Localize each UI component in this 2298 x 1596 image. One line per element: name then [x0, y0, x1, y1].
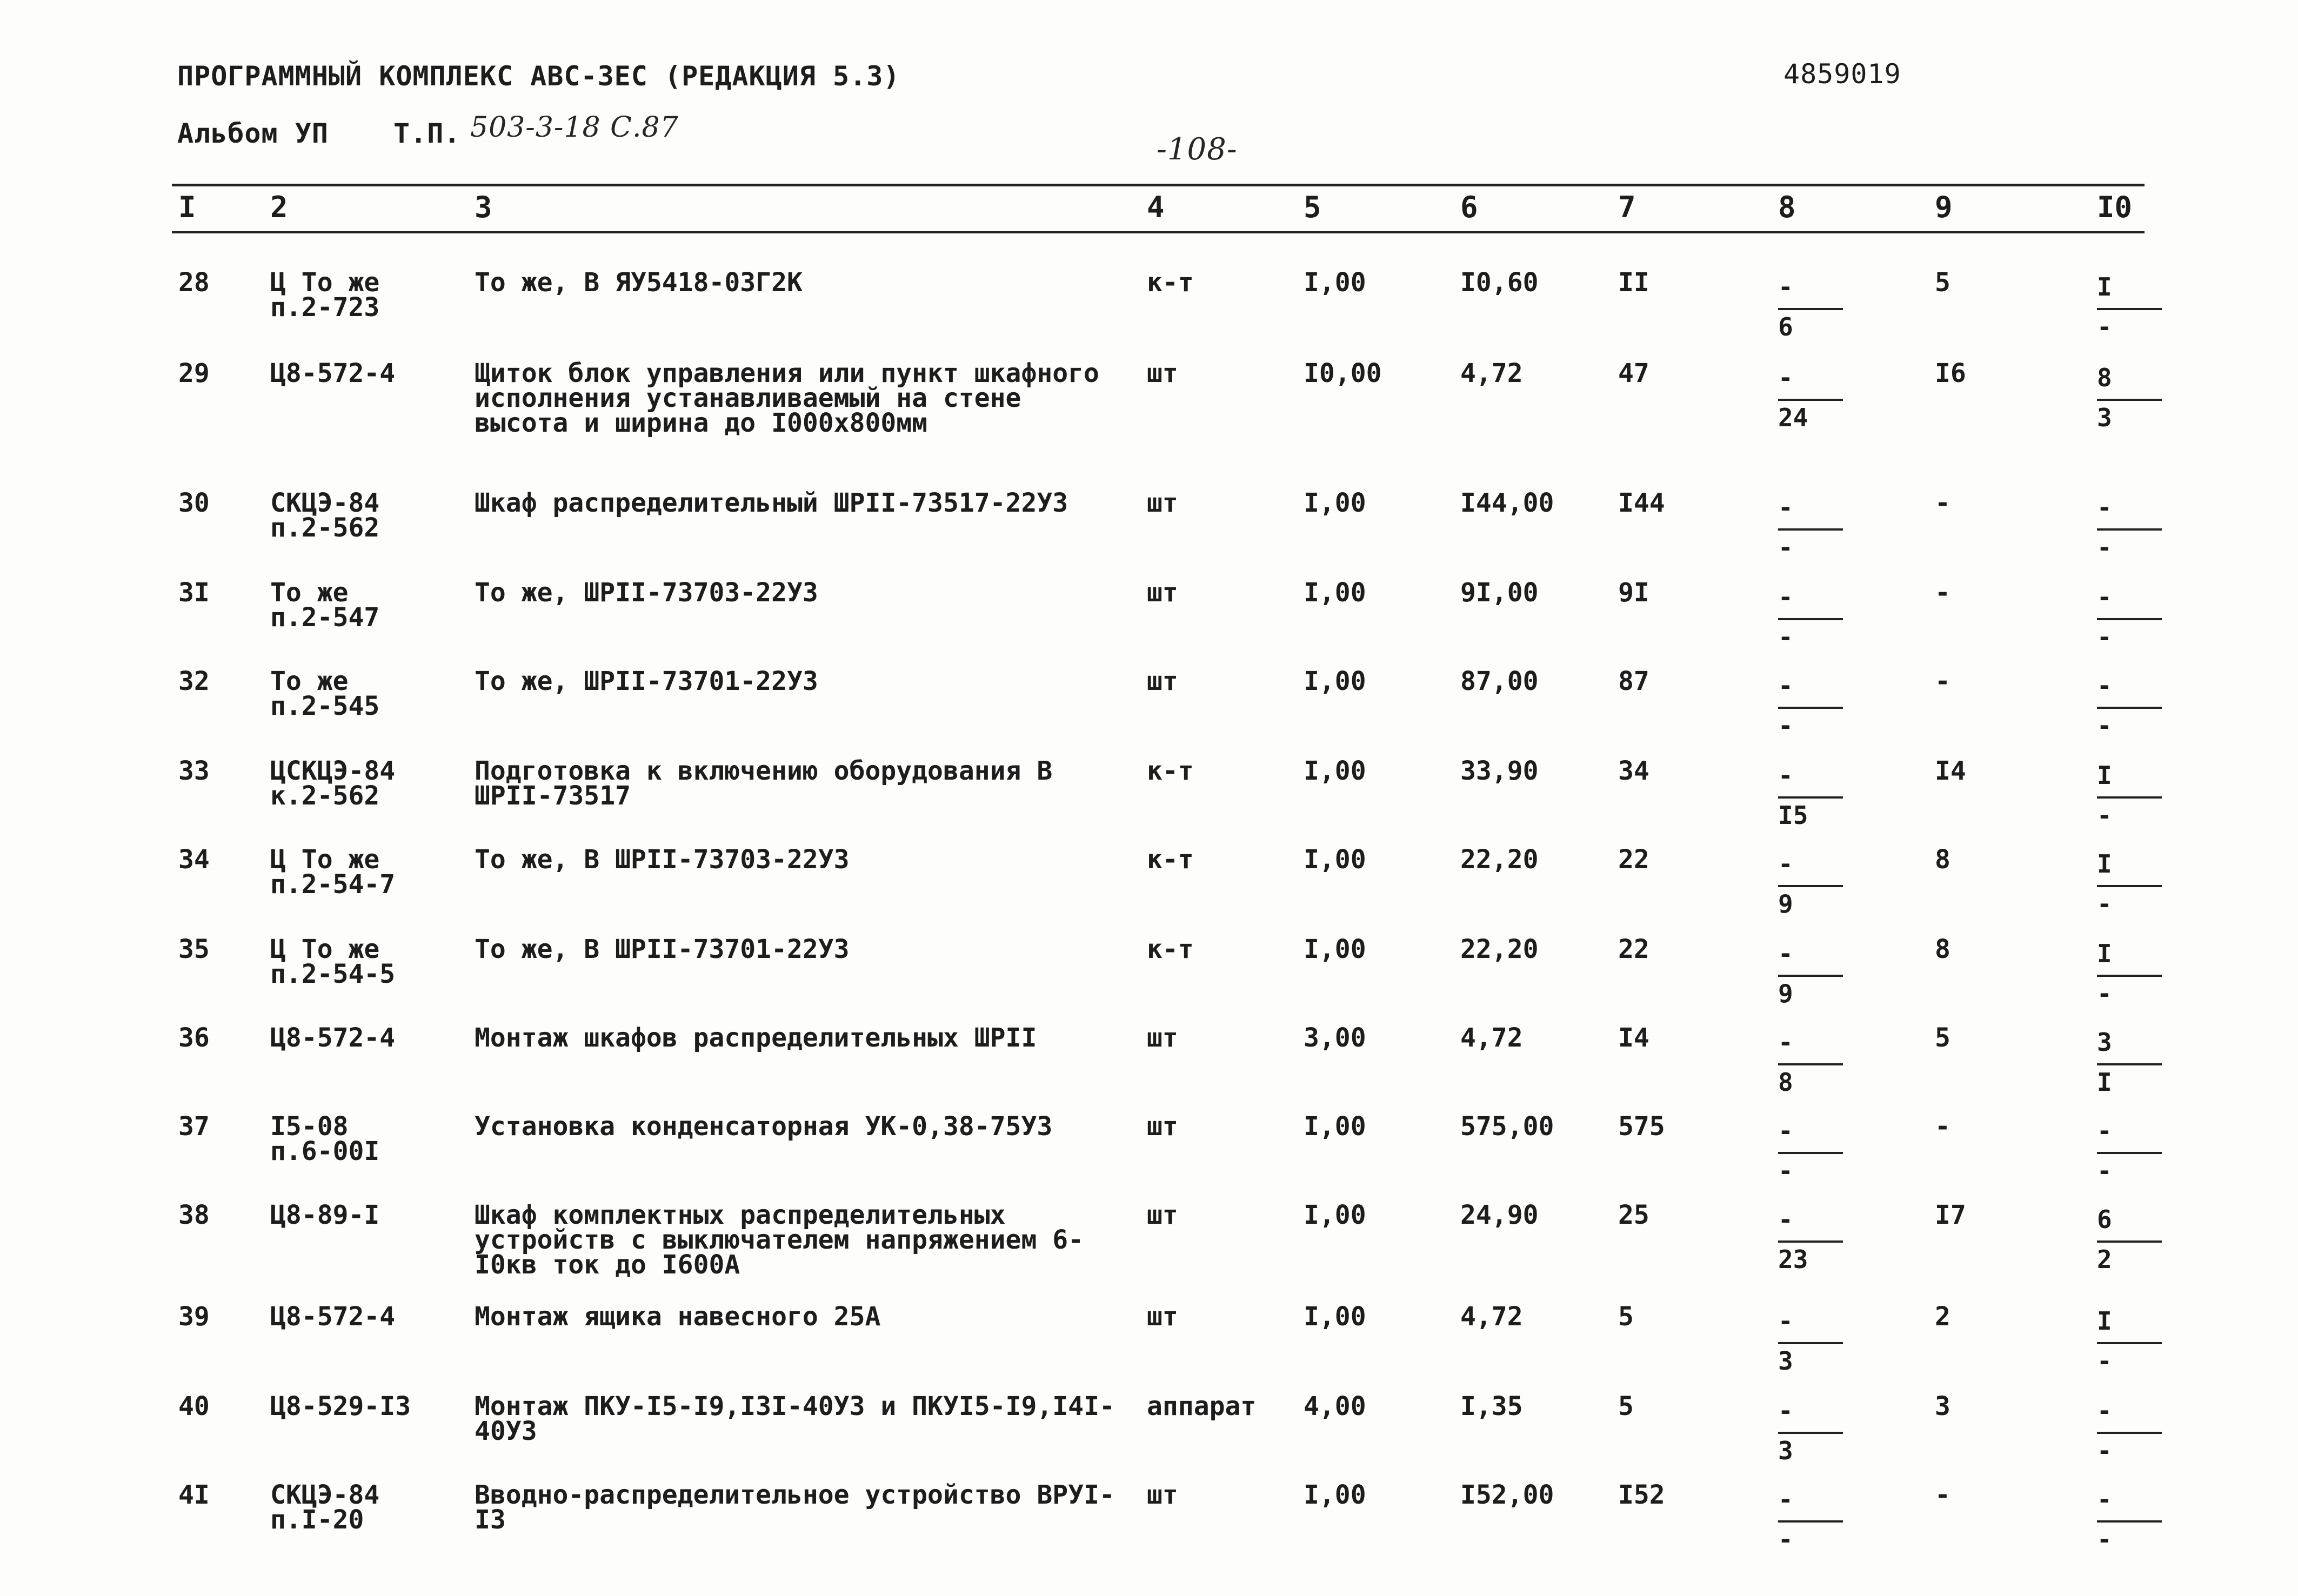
cell-c9: - — [1935, 1480, 1950, 1510]
cell-num: 33 — [178, 756, 210, 786]
fraction-bar — [2097, 1520, 2162, 1523]
cell-total: 47 — [1618, 358, 1649, 388]
cell-code: То же п.2-547 — [270, 578, 380, 633]
fraction-numerator: - — [1778, 1396, 1793, 1425]
cell-qty: I,00 — [1304, 666, 1366, 696]
column-header-3: 3 — [475, 190, 492, 224]
cell-price: I,35 — [1460, 1391, 1523, 1421]
cell-price: I0,60 — [1460, 267, 1539, 298]
cell-num: 37 — [178, 1111, 210, 1142]
cell-c9: - — [1935, 666, 1950, 696]
cell-name: То же, ШРII-73701-22У3 — [475, 666, 818, 696]
cell-price: 4,72 — [1460, 1302, 1523, 1332]
cell-c9: 3 — [1935, 1391, 1950, 1421]
fraction-denominator: 2 — [2097, 1245, 2112, 1274]
cell-name: Щиток блок управления или пункт шкафного исполнения устанавливаемый на стене высота и ширина до I000х800мм — [475, 358, 1115, 438]
fraction-bar — [1778, 707, 1843, 709]
fraction-denominator: 3 — [1778, 1436, 1793, 1465]
fraction-bar — [2097, 1432, 2162, 1434]
fraction-denominator: - — [1778, 1156, 1793, 1185]
table-header-rule — [172, 231, 2145, 233]
fraction-numerator: - — [2097, 1485, 2112, 1514]
cell-c9: I4 — [1935, 756, 1966, 786]
cell-price: 9I,00 — [1460, 578, 1539, 608]
cell-qty: I0,00 — [1304, 358, 1382, 388]
fraction-denominator: I5 — [1778, 801, 1808, 830]
fraction-denominator: 6 — [1778, 312, 1793, 341]
cell-unit: шт — [1147, 578, 1178, 608]
fraction-bar — [2097, 399, 2162, 401]
cell-num: 39 — [178, 1302, 210, 1332]
cell-price: 4,72 — [1460, 358, 1523, 388]
cell-num: 40 — [178, 1391, 210, 1421]
fraction-denominator: - — [2097, 312, 2112, 341]
fraction-numerator: - — [1778, 1028, 1793, 1057]
tp-label: Т.П. — [393, 118, 461, 149]
fraction-bar — [2097, 796, 2162, 799]
cell-price: I44,00 — [1460, 488, 1554, 518]
fraction-denominator: 3 — [1778, 1346, 1793, 1376]
cell-qty: I,00 — [1304, 756, 1366, 786]
cell-unit: шт — [1147, 1200, 1178, 1230]
fraction-bar — [1778, 1152, 1843, 1154]
table-top-rule — [172, 184, 2145, 186]
fraction-denominator: - — [1778, 622, 1793, 652]
cell-unit: к-т — [1147, 934, 1194, 964]
fraction-bar — [2097, 1342, 2162, 1344]
fraction-denominator: - — [2097, 889, 2112, 918]
cell-code: То же п.2-545 — [270, 666, 380, 721]
cell-unit: к-т — [1147, 844, 1194, 875]
cell-qty: I,00 — [1304, 578, 1366, 608]
fraction-numerator: - — [2097, 1116, 2112, 1145]
fraction-denominator: - — [2097, 1346, 2112, 1376]
cell-c9: 5 — [1935, 267, 1950, 298]
page-number: -108- — [1157, 132, 1238, 167]
column-header-6: 6 — [1460, 190, 1478, 224]
fraction-denominator: 3 — [2097, 403, 2112, 432]
fraction-numerator: - — [1778, 1116, 1793, 1145]
fraction-numerator: I — [2097, 939, 2112, 968]
fraction-bar — [2097, 707, 2162, 709]
cell-code: Ц8-89-I — [270, 1200, 380, 1230]
cell-qty: I,00 — [1304, 1111, 1366, 1142]
cell-qty: 4,00 — [1304, 1391, 1366, 1421]
cell-unit: аппарат — [1147, 1391, 1257, 1421]
cell-name: То же, В ШРII-73703-22У3 — [475, 844, 850, 875]
fraction-bar — [1778, 1342, 1843, 1344]
cell-num: 34 — [178, 844, 210, 875]
cell-code: Ц8-572-4 — [270, 1023, 396, 1053]
cell-total: I52 — [1618, 1480, 1665, 1510]
fraction-bar — [1778, 308, 1843, 310]
cell-price: 22,20 — [1460, 934, 1539, 964]
cell-unit: шт — [1147, 1111, 1178, 1142]
fraction-bar — [2097, 1063, 2162, 1065]
cell-c9: - — [1935, 488, 1950, 518]
cell-code: Ц8-572-4 — [270, 358, 396, 388]
cell-price: 22,20 — [1460, 844, 1539, 875]
cell-qty: I,00 — [1304, 1302, 1366, 1332]
cell-name: Монтаж шкафов распределительных ШРII — [475, 1023, 1037, 1053]
fraction-numerator: - — [1778, 1205, 1793, 1234]
cell-total: I44 — [1618, 488, 1665, 518]
cell-c9: 2 — [1935, 1302, 1950, 1332]
column-header-8: 8 — [1778, 190, 1796, 224]
fraction-denominator: - — [2097, 711, 2112, 740]
fraction-numerator: - — [1778, 272, 1793, 301]
document-code: 4859019 — [1783, 58, 1901, 90]
fraction-bar — [1778, 1520, 1843, 1523]
fraction-bar — [2097, 618, 2162, 620]
cell-c9: - — [1935, 1111, 1950, 1142]
fraction-denominator: 9 — [1778, 889, 1793, 918]
fraction-bar — [1778, 1432, 1843, 1434]
cell-total: 5 — [1618, 1302, 1634, 1332]
fraction-denominator: - — [2097, 533, 2112, 562]
fraction-numerator: - — [2097, 671, 2112, 700]
cell-name: Шкаф комплектных распределительных устройств с выключателем напряжением 6-I0кв ток до I600А — [475, 1200, 1084, 1280]
cell-qty: I,00 — [1304, 934, 1366, 964]
cell-total: 9I — [1618, 578, 1649, 608]
fraction-denominator: - — [2097, 1525, 2112, 1554]
cell-unit: шт — [1147, 488, 1178, 518]
document-title: ПРОГРАММНЫЙ КОМПЛЕКС АВС-ЗЕС (РЕДАКЦИЯ 5.3) — [177, 61, 900, 92]
cell-name: То же, В ЯУ5418-03Г2К — [475, 267, 803, 298]
cell-unit: шт — [1147, 666, 1178, 696]
column-header-2: 2 — [270, 190, 288, 224]
cell-c9: 8 — [1935, 934, 1950, 964]
cell-qty: I,00 — [1304, 1200, 1366, 1230]
cell-num: 28 — [178, 267, 210, 298]
fraction-denominator: - — [1778, 1525, 1793, 1554]
cell-qty: I,00 — [1304, 488, 1366, 518]
fraction-denominator: I — [2097, 1068, 2112, 1097]
cell-total: 25 — [1618, 1200, 1649, 1230]
cell-c9: I7 — [1935, 1200, 1966, 1230]
cell-price: I52,00 — [1460, 1480, 1554, 1510]
cell-total: 22 — [1618, 934, 1649, 964]
column-header-1: I — [178, 190, 196, 224]
cell-code: СКЦЭ-84 п.2-562 — [270, 488, 380, 543]
cell-name: Шкаф распределительный ШРII-73517-22У3 — [475, 488, 1068, 518]
fraction-bar — [1778, 975, 1843, 977]
fraction-denominator: 23 — [1778, 1245, 1808, 1274]
column-header-4: 4 — [1147, 190, 1165, 224]
cell-code: I5-08 п.6-00I — [270, 1111, 380, 1166]
cell-total: 87 — [1618, 666, 1649, 696]
cell-name: Монтаж ящика навесного 25А — [475, 1302, 881, 1332]
fraction-bar — [1778, 399, 1843, 401]
cell-total: 34 — [1618, 756, 1649, 786]
fraction-numerator: - — [1778, 363, 1793, 392]
cell-num: 29 — [178, 358, 210, 388]
cell-qty: I,00 — [1304, 267, 1366, 298]
cell-num: 3I — [178, 578, 210, 608]
fraction-bar — [2097, 1152, 2162, 1154]
cell-code: ЦСКЦЭ-84 к.2-562 — [270, 756, 396, 811]
cell-qty: I,00 — [1304, 1480, 1366, 1510]
fraction-denominator: - — [2097, 1156, 2112, 1185]
cell-total: I4 — [1618, 1023, 1649, 1053]
cell-unit: к-т — [1147, 267, 1194, 298]
cell-name: Подготовка к включению оборудования В ШРII-73517 — [475, 756, 1068, 811]
fraction-denominator: - — [2097, 1436, 2112, 1465]
fraction-bar — [2097, 1240, 2162, 1243]
fraction-numerator: - — [1778, 849, 1793, 879]
fraction-numerator: 6 — [2097, 1205, 2112, 1234]
fraction-bar — [1778, 1240, 1843, 1243]
cell-price: 24,90 — [1460, 1200, 1539, 1230]
fraction-denominator: 8 — [1778, 1068, 1793, 1097]
fraction-bar — [1778, 885, 1843, 887]
album-label: Альбом УП — [177, 118, 329, 149]
fraction-bar — [2097, 308, 2162, 310]
fraction-numerator: I — [2097, 1306, 2112, 1336]
fraction-denominator: - — [2097, 801, 2112, 830]
fraction-denominator: 9 — [1778, 979, 1793, 1008]
cell-code: СКЦЭ-84 п.I-20 — [270, 1480, 380, 1535]
fraction-numerator: - — [1778, 582, 1793, 612]
tp-handwritten-number: 503-3-18 С.87 — [470, 111, 679, 144]
fraction-numerator: - — [1778, 493, 1793, 522]
column-header-10: I0 — [2097, 190, 2133, 224]
cell-qty: I,00 — [1304, 844, 1366, 875]
cell-name: То же, В ШРII-73701-22У3 — [475, 934, 850, 964]
cell-c9: 8 — [1935, 844, 1950, 875]
cell-unit: к-т — [1147, 756, 1194, 786]
fraction-numerator: I — [2097, 849, 2112, 879]
cell-code: Ц8-529-I3 — [270, 1391, 411, 1421]
cell-unit: шт — [1147, 358, 1178, 388]
cell-code: Ц То же п.2-54-7 — [270, 844, 396, 900]
cell-total: II — [1618, 267, 1649, 298]
cell-code: Ц То же п.2-723 — [270, 267, 380, 323]
fraction-bar — [1778, 618, 1843, 620]
cell-total: 575 — [1618, 1111, 1665, 1142]
fraction-denominator: - — [2097, 622, 2112, 652]
fraction-numerator: - — [1778, 761, 1793, 790]
cell-price: 33,90 — [1460, 756, 1539, 786]
cell-name: Монтаж ПКУ-I5-I9,I3I-40У3 и ПКУI5-I9,I4I-40У3 — [475, 1391, 1115, 1446]
fraction-bar — [2097, 975, 2162, 977]
cell-code: Ц8-572-4 — [270, 1302, 396, 1332]
cell-c9: - — [1935, 578, 1950, 608]
fraction-numerator: - — [2097, 493, 2112, 522]
cell-qty: 3,00 — [1304, 1023, 1366, 1053]
fraction-bar — [1778, 1063, 1843, 1065]
cell-num: 30 — [178, 488, 210, 518]
fraction-bar — [1778, 528, 1843, 531]
cell-price: 575,00 — [1460, 1111, 1554, 1142]
column-header-7: 7 — [1618, 190, 1636, 224]
fraction-numerator: I — [2097, 761, 2112, 790]
fraction-denominator: - — [1778, 533, 1793, 562]
fraction-bar — [2097, 885, 2162, 887]
cell-num: 32 — [178, 666, 210, 696]
cell-unit: шт — [1147, 1023, 1178, 1053]
column-header-5: 5 — [1304, 190, 1321, 224]
cell-c9: 5 — [1935, 1023, 1950, 1053]
fraction-denominator: - — [2097, 979, 2112, 1008]
cell-name: Установка конденсаторная УК-0,38-75У3 — [475, 1111, 1053, 1142]
cell-total: 22 — [1618, 844, 1649, 875]
cell-num: 36 — [178, 1023, 210, 1053]
cell-total: 5 — [1618, 1391, 1634, 1421]
cell-unit: шт — [1147, 1480, 1178, 1510]
fraction-numerator: 3 — [2097, 1028, 2112, 1057]
cell-num: 4I — [178, 1480, 210, 1510]
cell-num: 35 — [178, 934, 210, 964]
fraction-denominator: - — [1778, 711, 1793, 740]
fraction-numerator: - — [1778, 939, 1793, 968]
cell-c9: I6 — [1935, 358, 1966, 388]
fraction-bar — [1778, 796, 1843, 799]
fraction-numerator: - — [1778, 1306, 1793, 1336]
fraction-numerator: I — [2097, 272, 2112, 301]
cell-num: 38 — [178, 1200, 210, 1230]
fraction-numerator: - — [2097, 582, 2112, 612]
fraction-numerator: - — [1778, 671, 1793, 700]
fraction-numerator: - — [2097, 1396, 2112, 1425]
cell-name: Вводно-распределительное устройство ВРУI-I3 — [475, 1480, 1115, 1535]
cell-unit: шт — [1147, 1302, 1178, 1332]
cell-name: То же, ШРII-73703-22У3 — [475, 578, 818, 608]
cell-price: 87,00 — [1460, 666, 1539, 696]
fraction-numerator: - — [1778, 1485, 1793, 1514]
column-header-9: 9 — [1935, 190, 1953, 224]
fraction-bar — [2097, 528, 2162, 531]
cell-price: 4,72 — [1460, 1023, 1523, 1053]
cell-code: Ц То же п.2-54-5 — [270, 934, 396, 989]
fraction-denominator: 24 — [1778, 403, 1808, 432]
fraction-numerator: 8 — [2097, 363, 2112, 392]
